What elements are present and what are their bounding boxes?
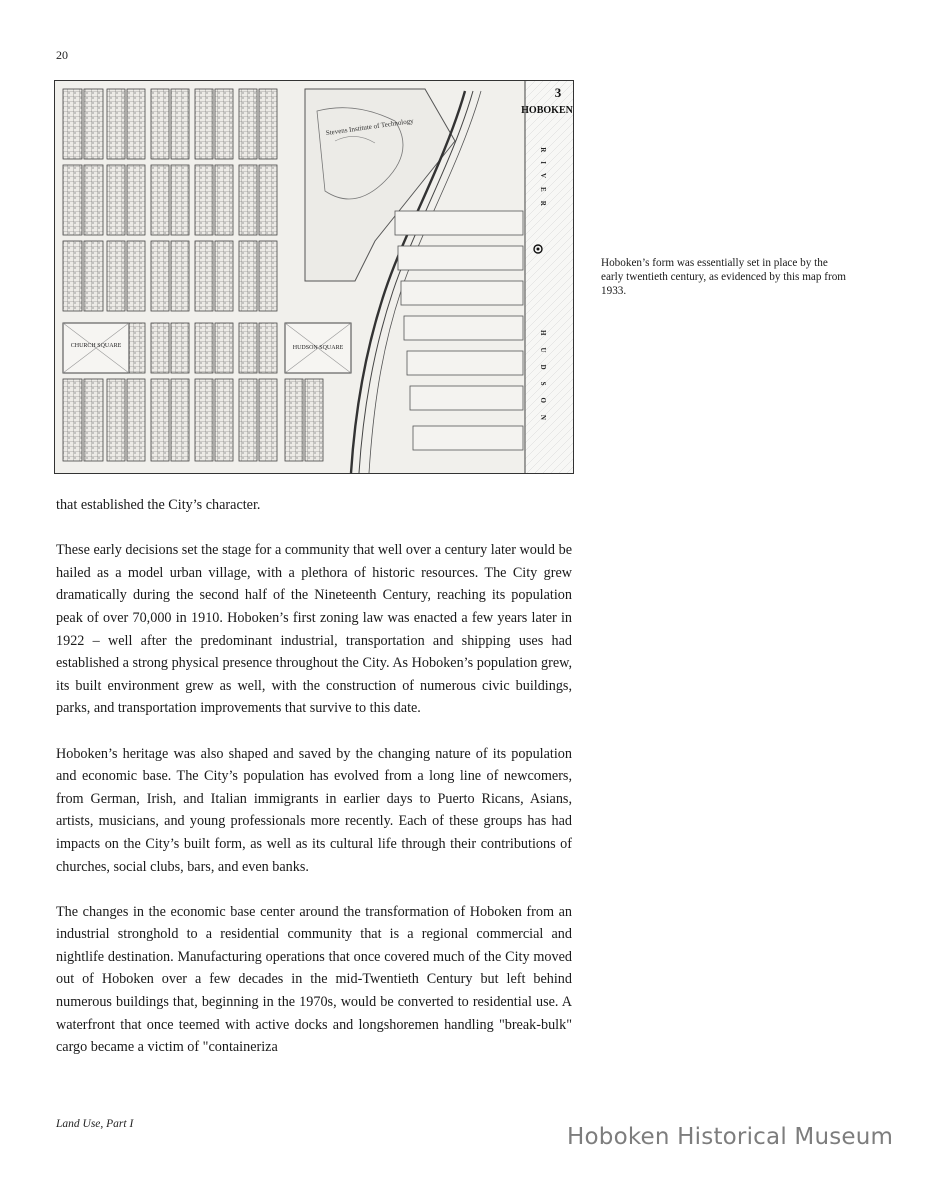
city-block [63,89,82,159]
city-block [127,379,145,461]
figure-caption: Hoboken’s form was essentially set in place by the early twentieth century, as evidenced by this map from 1933. [601,257,847,297]
city-block [151,323,169,373]
city-block [195,323,213,373]
city-block [84,165,103,235]
sheet-number: 3 [554,85,562,100]
city-block [151,165,169,235]
city-block [151,379,169,461]
city-block [127,323,145,373]
historic-map-figure [54,80,574,474]
city-block [239,323,257,373]
city-block [63,165,82,235]
city-block [195,165,213,235]
city-block [107,165,125,235]
city-block [195,379,213,461]
city-block [63,241,82,311]
city-block [239,165,257,235]
body-text [56,494,572,1081]
city-block [259,379,277,461]
city-block [151,241,169,311]
pier [404,316,523,340]
pier [410,386,523,410]
city-block [239,241,257,311]
city-block [84,89,103,159]
hudson-river [525,81,573,473]
stevens-institute-label: Stevens Institute of Technology [325,116,415,138]
city-block [259,89,277,159]
city-block [127,241,145,311]
city-block [151,89,169,159]
hudson-square-label: HUDSON SQUARE [292,345,344,351]
city-block [171,323,189,373]
city-block [107,379,125,461]
city-block [215,379,233,461]
city-block [195,89,213,159]
river-label: RIVER [539,147,547,215]
city-block [63,379,82,461]
pier [407,351,523,375]
city-block [127,89,145,159]
city-block [127,165,145,235]
paragraph-2: These early decisions set the stage for a community that well over a century later would be hailed as a model urban village, with a plethora of historic resources. The City grew dramatically during the second half of the Nineteenth Century, reaching its population peak of over 70,000 in 1910. Hoboken’s first zoning law was enacted a few years later in 1922 – well after the predominant industrial, transportation and shipping uses had established a strong physical presence throughout the City. As Hoboken’s population grew, its built environment grew as well, with the construction of numerous civic buildings, parks, and transportation improvements that survive to this date. [56,542,572,717]
pier [398,246,523,270]
paragraph-3: Hoboken’s heritage was also shaped and saved by the changing nature of its population and economic base. The City’s population has evolved from a long line of newcomers, from German, Irish, and Italian immigrants in earlier days to Puerto Ricans, Asians, artists, musicians, and young professionals more recently. Each of these groups has had impacts on the City’s built form, as well as its cultural life through their contributions of churches, social clubs, bars, and even banks. [56,745,572,875]
city-block [259,323,277,373]
city-block [259,165,277,235]
city-block [195,241,213,311]
city-block [171,165,189,235]
city-block [107,241,125,311]
city-block [171,379,189,461]
city-block [215,241,233,311]
city-block [107,89,125,159]
city-block [285,379,303,461]
city-block [215,323,233,373]
city-block [215,165,233,235]
footer-section-title: Land Use, Part I [56,1118,134,1130]
city-block [171,89,189,159]
paragraph-4: The changes in the economic base center around the transformation of Hoboken from an industrial stronghold to a residential community that is a regional commercial and nightlife destination. Manufacturing operations that once covered much of the City moved out of Hoboken over a few decades in the mid-Twentieth Century but left behind numerous buildings that, beginning in the 1970s, would be converted to residential use. A waterfront that once teemed with active docks and longshoremen handling "break-bulk" cargo became a victim of "containeriza [56,903,572,1056]
pier [395,211,523,235]
city-block [305,379,323,461]
map-drawing [55,81,573,473]
museum-watermark: Hoboken Historical Museum [567,1124,894,1150]
city-block [84,379,103,461]
page-number: 20 [56,48,68,62]
city-block [259,241,277,311]
pier [413,426,523,450]
river-name-label: HUDSON [539,330,547,432]
city-block [171,241,189,311]
city-block [215,89,233,159]
pier [401,281,523,305]
city-block [239,89,257,159]
city-block [84,241,103,311]
map-title: HOBOKEN [521,105,573,116]
church-square-label: CHURCH SQUARE [70,343,122,349]
city-block [239,379,257,461]
paragraph-1: that established the City’s character. [56,497,261,513]
